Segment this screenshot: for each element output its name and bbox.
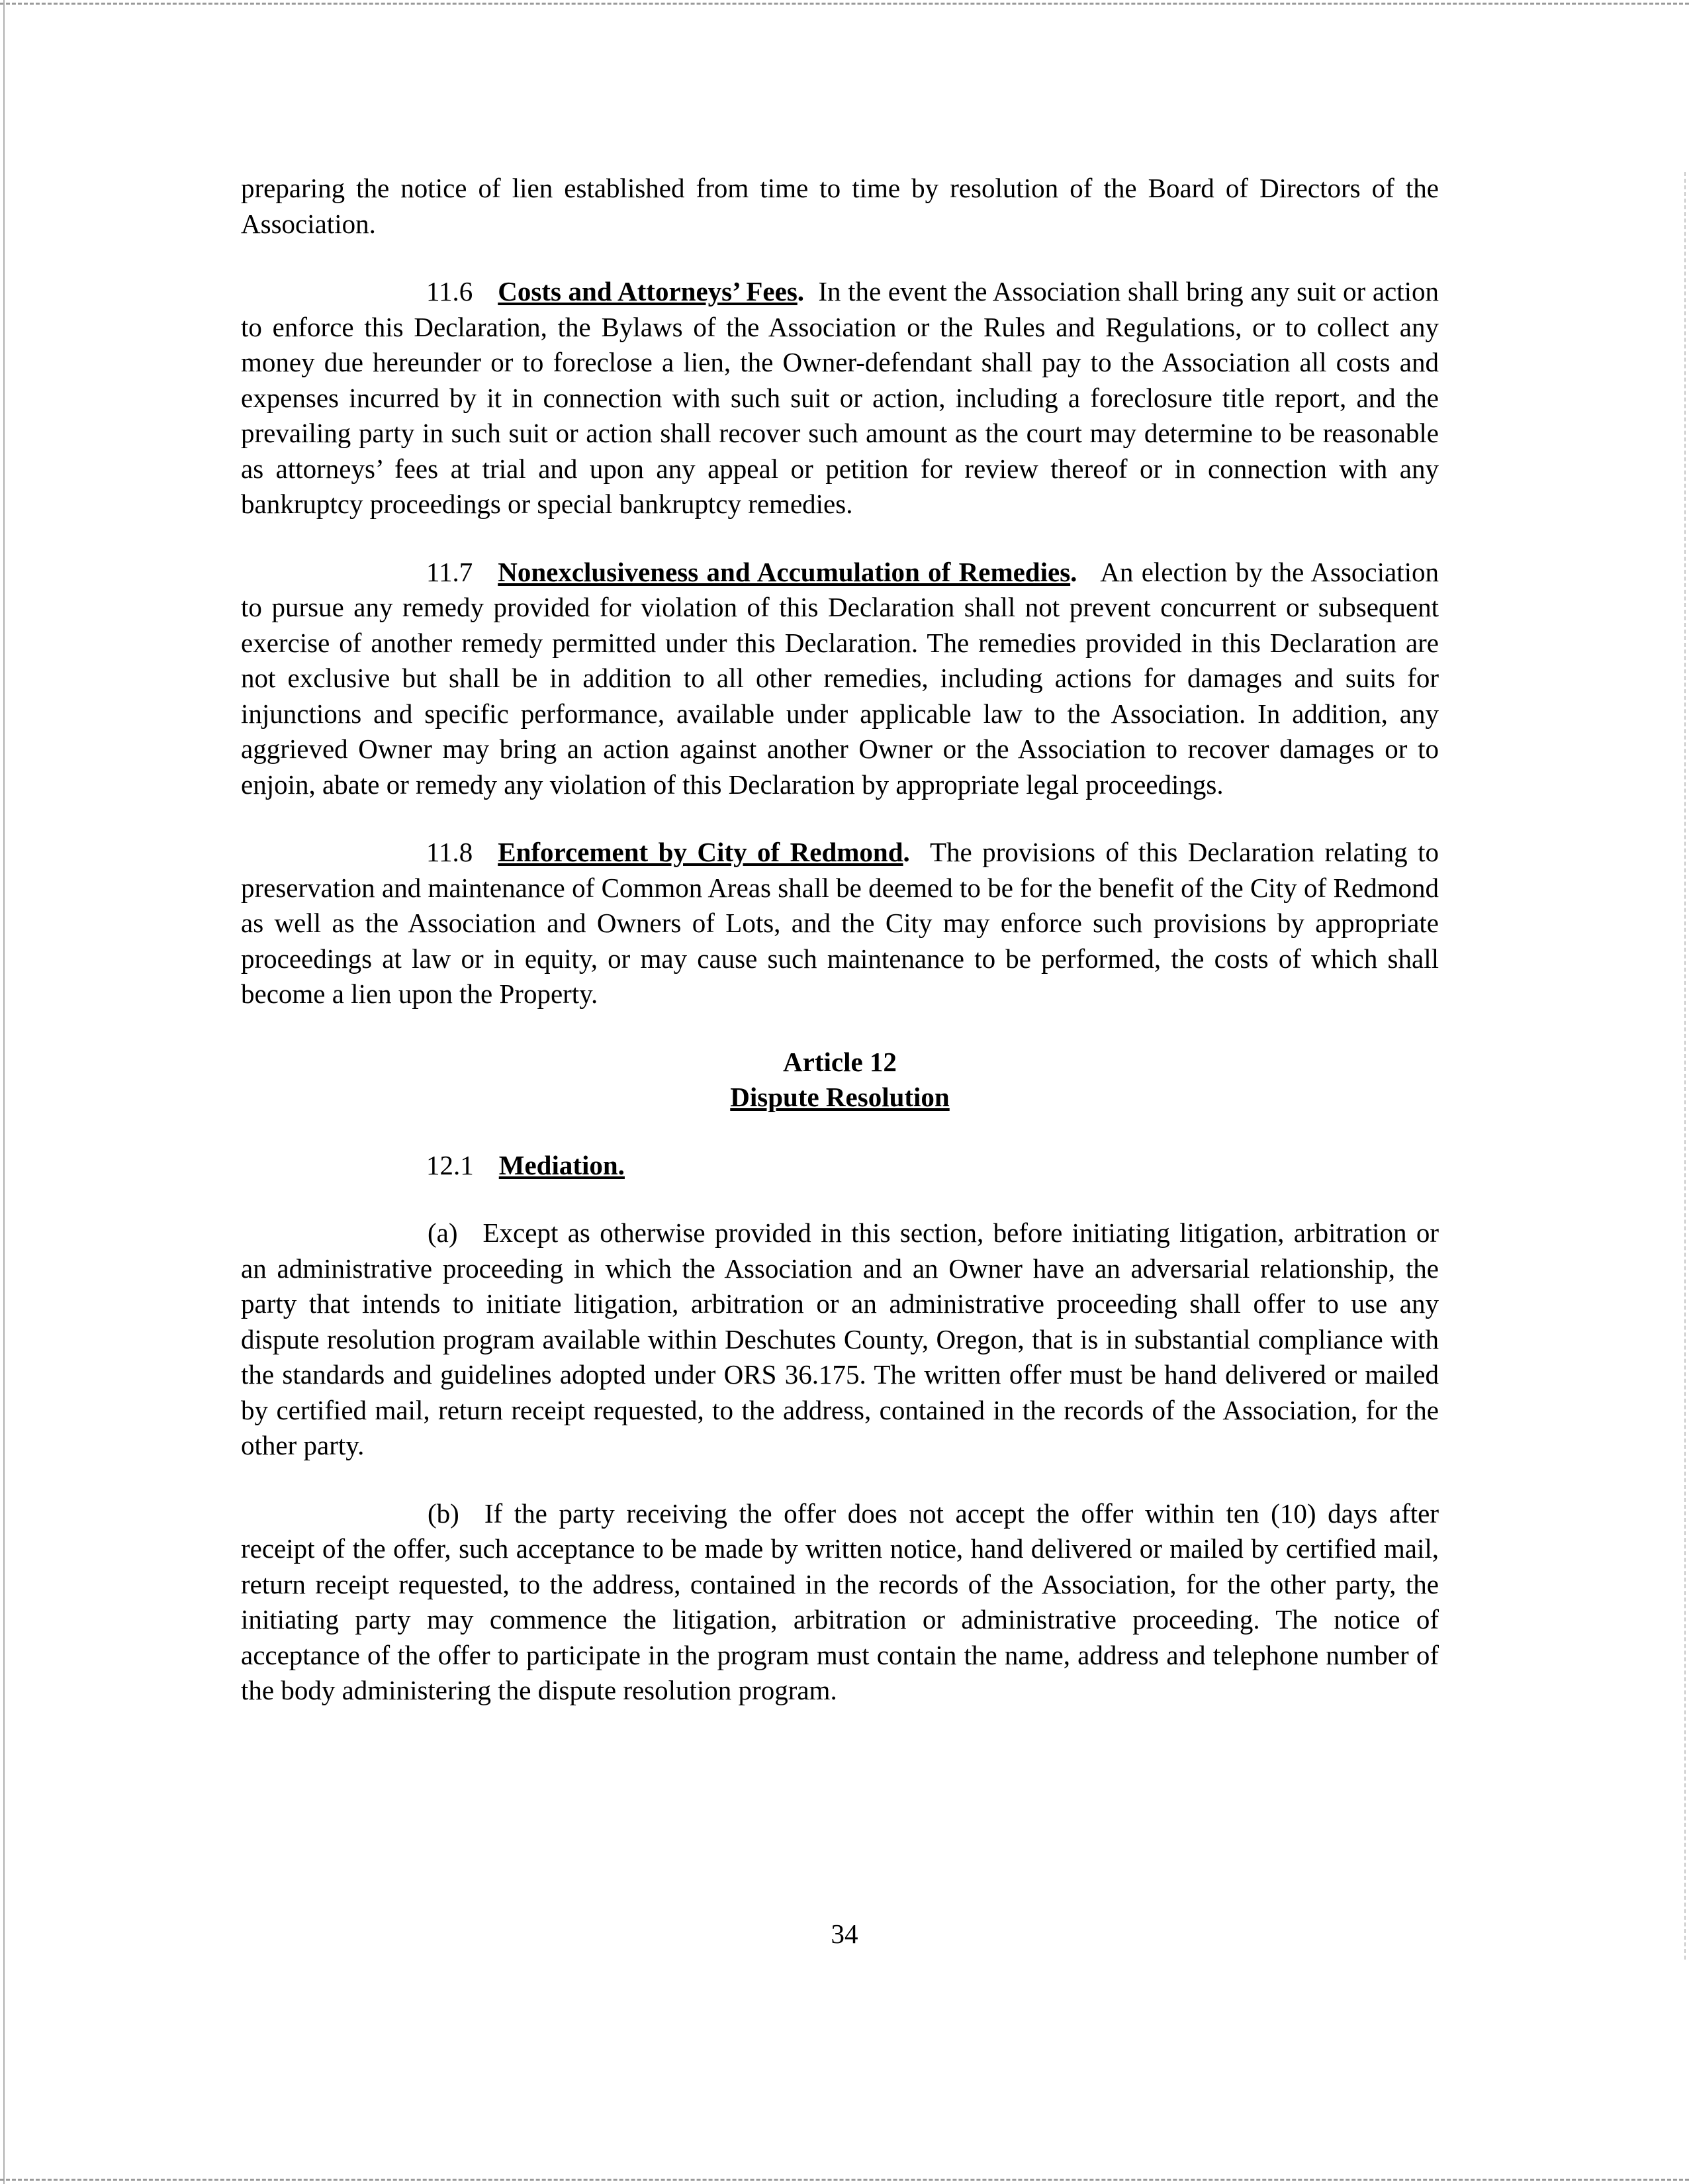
section-body: The provisions of this Declaration relating to preservation and maintenance of Common Areas shall be deemed to be for the benefit of the City of Redmond as well as the Association and Owners of Lots, and the City may enforce such provisions by appropriate proceedings at law or in equity, or may cause such maintenance to be performed, the costs of which shall become a lien upon the Property. — [241, 837, 1439, 1009]
section-11-6: 11.6 Costs and Attorneys’ Fees. In the event the Association shall bring any suit or action to enforce this Declaration, the Bylaws of the Association or the Rules and Regulations, or to collect any money due hereunder or to foreclose a lien, the Owner-defendant shall pay to the Association all costs and expenses incurred by it in connection with such suit or action, including a foreclosure title report, and the prevailing party in such suit or action shall recover such amount as the court may determine to be reasonable as attorneys’ fees at trial and upon any appeal or petition for review thereof or in connection with any bankruptcy proceedings or special bankruptcy remedies. — [241, 274, 1439, 522]
section-12-1 — [241, 1148, 1439, 1184]
section-number: 11.8 — [426, 837, 473, 867]
article-heading — [241, 1045, 1439, 1116]
scan-edge-top — [0, 3, 1689, 5]
section-number: 12.1 — [426, 1149, 474, 1180]
section-heading: Mediation. — [498, 1149, 625, 1180]
intro-paragraph: preparing the notice of lien established from time to time by resolution of the Board of Directors of the Association. — [241, 173, 1439, 239]
scan-edge-bottom — [0, 2179, 1689, 2181]
document-body — [241, 171, 1439, 1741]
subsection-text: Except as otherwise provided in this section, before initiating litigation, arbitration or an administrative proceeding in which the Association and an Owner have an adversarial relationship, the party that intends to initiate litigation, arbitration or an administrative proceeding shall offer to use any dispute resolution program available within Deschutes County, Oregon, that is in substantial compliance with the standards and guidelines adopted under ORS 36.175. The written offer must be hand delivered or mailed by certified mail, return receipt requested, to the address, contained in the records of the Association, for the other party. — [241, 1217, 1439, 1460]
section-11-8: 11.8 Enforcement by City of Redmond. The provisions of this Declaration relating to preservation and maintenance of Common Areas shall be deemed to be for the benefit of the City of Redmond as well as the Association and Owners of Lots, and the City may enforce such provisions by appropriate proceedings at law or in equity, or may cause such maintenance to be performed, the costs of which shall become a lien upon the Property. — [241, 835, 1439, 1012]
section-heading: Enforcement by City of Redmond — [498, 837, 903, 867]
article-label: Article 12 — [783, 1046, 897, 1077]
page-number: 34 — [831, 1919, 858, 1949]
section-number: 11.7 — [426, 556, 473, 587]
section-heading: Nonexclusiveness and Accumulation of Remedies — [498, 556, 1071, 587]
section-11-7: 11.7 Nonexclusiveness and Accumulation of Remedies. An election by the Association to pursue any remedy provided for violation of this Declaration shall not prevent concurrent or subsequent exercise of another remedy permitted under this Declaration. The remedies provided in this Declaration are not exclusive but shall be in addition to all other remedies, including actions for damages and suits for injunctions and specific performance, available under applicable law to the Association. In addition, any aggrieved Owner may bring an action against another Owner or the Association to recover damages or to enjoin, abate or remedy any violation of this Declaration by appropriate legal proceedings. — [241, 555, 1439, 803]
section-heading: Costs and Attorneys’ Fees — [498, 276, 798, 307]
subsection-text: If the party receiving the offer does not accept the offer within ten (10) days after receipt of the offer, such acceptance to be made by written notice, hand delivered or mailed by certified mail, return receipt requested, to the address, contained in the records of the Association, for the other party, the initiating party may commence the litigation, arbitration or administrative proceeding. The notice of acceptance of the offer to participate in the program must contain the name, address and telephone number of the body administering the dispute resolution program. — [241, 1497, 1439, 1705]
subsection-label: (a) — [428, 1217, 458, 1248]
section-number: 11.6 — [426, 276, 473, 307]
section-body: In the event the Association shall bring any suit or action to enforce this Declaration, the Bylaws of the Association or the Rules and Regulations, or to collect any money due hereunder or to foreclose a lien, the Owner-defendant shall pay to the Association all costs and expenses incurred by it in connection with such suit or action, including a foreclosure title report, and the prevailing party in such suit or action shall recover such amount as the court may determine to be reasonable as attorneys’ fees at trial and upon any appeal or petition for review thereof or in connection with any bankruptcy proceedings or special bankruptcy remedies. — [241, 276, 1439, 519]
section-body: An election by the Association to pursue any remedy provided for violation of this Declaration shall not prevent concurrent or subsequent exercise of another remedy permitted under this Declaration. The remedies provided in this Declaration are not exclusive but shall be in addition to all other remedies, including actions for damages and suits for injunctions and specific performance, available under applicable law to the Association. In addition, any aggrieved Owner may bring an action against another Owner or the Association to recover damages or to enjoin, abate or remedy any violation of this Declaration by appropriate legal proceedings. — [241, 556, 1439, 800]
subsection-label: (b) — [428, 1497, 459, 1529]
scan-edge-left — [3, 0, 5, 2184]
subsection-b — [241, 1496, 1439, 1709]
subsection-a — [241, 1215, 1439, 1464]
article-title: Dispute Resolution — [730, 1082, 950, 1112]
scan-edge-right — [1684, 172, 1686, 1960]
